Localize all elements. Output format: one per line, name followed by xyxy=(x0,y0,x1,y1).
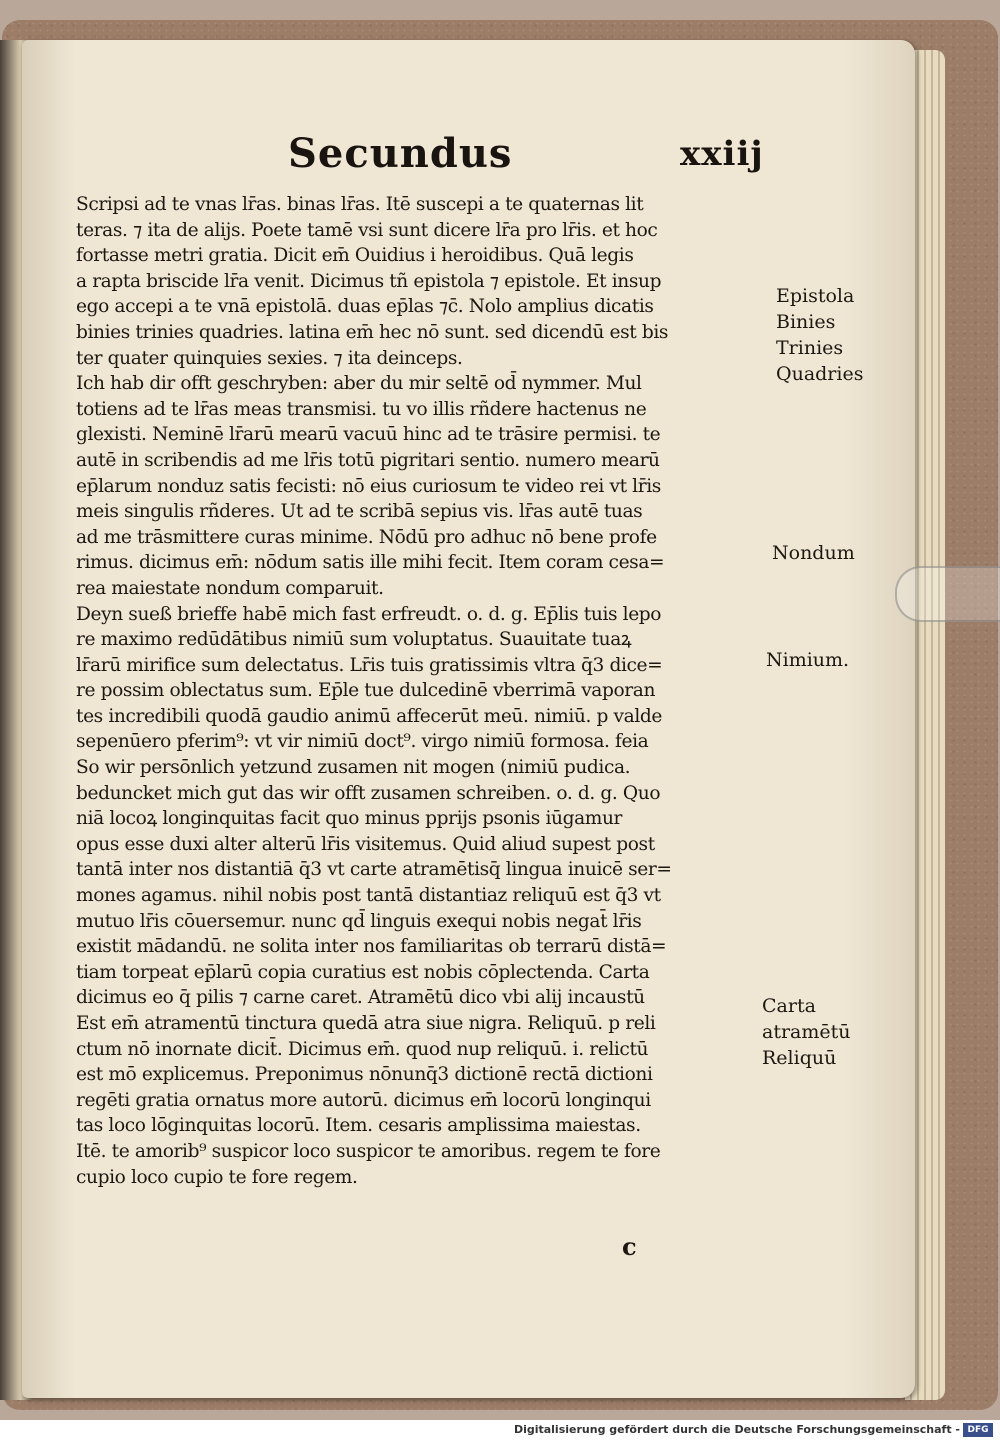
running-head: Secundus xyxy=(288,130,513,177)
footer-credit: Digitalisierung gefördert durch die Deutsche Forschungsgemeinschaft - xyxy=(513,1423,960,1436)
margin-gloss-epistola: Epistola xyxy=(776,285,855,307)
text-line: existit mādandū. ne solita inter nos familiaritas ob terrarū distā= xyxy=(76,936,667,958)
text-line: So wir persōnlich yetzund zusamen nit mogen (nimiū pudica. xyxy=(76,757,631,779)
text-line: ego accepi a te vnā epistolā. duas ep̄las ⁊c̄. Nolo amplius dicatis xyxy=(76,296,654,318)
margin-gloss-carta: Carta xyxy=(762,995,816,1017)
text-line: glexisti. Neminē lr̄arū mearū vacuū hinc ad te trāsire permisi. te xyxy=(76,424,661,446)
text-line: rea maiestate nondum comparuit. xyxy=(76,577,384,599)
text-line: fortasse metri gratia. Dicit em̄ Ouidius i heroidibus. Quā legis xyxy=(76,245,634,267)
text-line: mones agamus. nihil nobis post tantā distantiaz reliquū est q̄3 vt xyxy=(76,885,661,907)
folio-number: xxiij xyxy=(680,134,764,174)
dfg-logo: DFG xyxy=(963,1423,993,1437)
text-line: dicimus eo q̄ pilis ⁊ carne caret. Atramētū dico vbi alij incaustū xyxy=(76,987,645,1009)
text-line: mutuo lr̄is cōuersemur. nunc qd̄ linguis exequi nobis negat̄ lr̄is xyxy=(76,910,642,932)
text-line: ctum nō inornate dicit̄. Dicimus em̄. quod nup reliquū. i. relictū xyxy=(76,1038,649,1060)
text-line: re maximo redūdātibus nimiū sum voluptatus. Suauitate tuaꝝ xyxy=(76,629,632,651)
margin-gloss-trinies: Trinies xyxy=(776,337,844,359)
text-line: Itē. te amorib⁹ suspicor loco suspicor te amoribus. regem te fore xyxy=(76,1140,661,1162)
text-line: niā locoꝝ longinquitas facit quo minus pprijs psonis iūgamur xyxy=(76,808,623,830)
text-line: a rapta briscide lr̄a venit. Dicimus tñ epistola ⁊ epistole. Et insup xyxy=(76,270,662,292)
text-line: est mō explicemus. Preponimus nōnunq̄3 dictionē rectā dictioni xyxy=(76,1064,653,1086)
text-line: meis singulis rñderes. Ut ad te scribā sepius vis. lr̄as autē tuas xyxy=(76,501,643,523)
margin-gloss-binies: Binies xyxy=(776,311,836,333)
signature-mark: c xyxy=(622,1232,637,1261)
text-line: sepenūero pferim⁹: vt vir nimiū doct⁹. virgo nimiū formosa. feia xyxy=(76,731,649,753)
page-clip xyxy=(895,566,1000,622)
text-line: tiam torpeat ep̄larū copia curatius est nobis cōplectenda. Carta xyxy=(76,961,650,983)
text-line: re possim oblectatus sum. Ep̄le tue dulcedinē vberrimā vaporan xyxy=(76,680,656,702)
margin-gloss-reliquum: Reliquū xyxy=(762,1047,837,1069)
text-line: tes incredibili quodā gaudio animū affecerūt meū. nimiū. p valde xyxy=(76,705,662,727)
text-line: beduncket mich gut das wir offt zusamen schreiben. o. d. g. Quo xyxy=(76,782,661,804)
text-line: rimus. dicimus em̄: nōdum satis ille mihi fecit. Item coram cesa= xyxy=(76,552,665,574)
text-line: opus esse duxi alter alterū lr̄is visitemus. Quid aliud supest post xyxy=(76,833,655,855)
margin-gloss-nondum: Nondum xyxy=(772,542,855,564)
text-line: ad me trāsmittere curas minime. Nōdū pro adhuc nō bene profe xyxy=(76,526,657,548)
text-line: binies trinies quadries. latina em̄ hec nō sunt. sed dicendū est bis xyxy=(76,321,669,343)
text-line: ter quater quinquies sexies. ⁊ ita deinceps. xyxy=(76,347,463,369)
text-line: Deyn sueß brieffe habē mich fast erfreudt. o. d. g. Ep̄lis tuis lepo xyxy=(76,603,662,625)
text-line: totiens ad te lr̄as meas transmisi. tu vo illis rñdere hactenus ne xyxy=(76,398,647,420)
text-line: autē in scribendis ad me lr̄is totū pigritari sentio. numero mearū xyxy=(76,449,660,471)
body-text xyxy=(76,192,776,1190)
text-line: teras. ⁊ ita de alijs. Poete tamē vsi sunt dicere lr̄a pro lr̄is. et hoc xyxy=(76,219,658,241)
text-line: lr̄arū mirifice sum delectatus. Lr̄is tuis gratissimis vltra q̄3 dice= xyxy=(76,654,663,676)
text-line: regēti gratia ornatus more autorū. dicimus em̄ locorū longinqui xyxy=(76,1089,651,1111)
margin-gloss-nimium: Nimium. xyxy=(766,649,850,671)
text-line: tas loco lōginquitas locorū. Item. cesaris amplissima maiestas. xyxy=(76,1115,641,1137)
text-line: Scripsi ad te vnas lr̄as. binas lr̄as. Itē suscepi a te quaternas lit xyxy=(76,194,644,215)
text-line: Est em̄ atramentū tinctura quedā atra siue nigra. Reliquū. p reli xyxy=(76,1013,656,1034)
margin-gloss-atramentum: atramētū xyxy=(762,1021,851,1043)
text-line: tantā inter nos distantiā q̄3 vt carte atramētisq̄ lingua inuicē ser= xyxy=(76,859,672,881)
text-line: cupio loco cupio te fore regem. xyxy=(76,1166,358,1188)
margin-gloss-quadries: Quadries xyxy=(776,363,864,385)
text-line: Ich hab dir offt geschryben: aber du mir seltē od̄ nymmer. Mul xyxy=(76,373,642,395)
text-line: ep̄larum nonduz satis fecisti: nō eius curiosum te video rei vt lr̄is xyxy=(76,475,661,497)
